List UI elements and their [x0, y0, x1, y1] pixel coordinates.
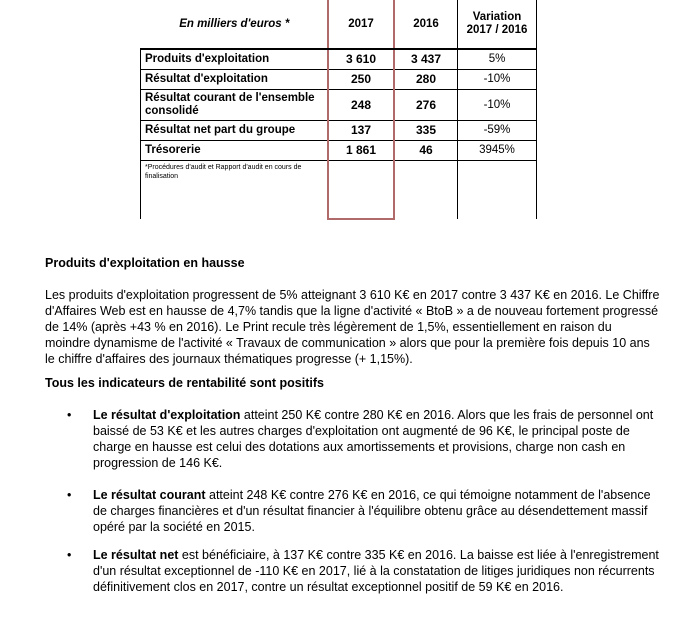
- section-heading-revenue: Produits d'exploitation en hausse: [45, 256, 245, 270]
- header-2016: 2016: [394, 0, 458, 49]
- header-unit: En milliers d'euros *: [141, 0, 329, 49]
- bullet-icon: •: [67, 408, 72, 422]
- table-footnote: *Procédures d'audit et Rapport d'audit en cours de finalisation: [141, 161, 329, 220]
- financial-table: [140, 0, 537, 220]
- header-2017: 2017: [328, 0, 394, 49]
- bullet-bold-label: Le résultat net: [93, 548, 179, 562]
- revenue-paragraph: Les produits d'exploitation progressent de 5% atteignant 3 610 K€ en 2017 contre 3 437 K€ en 2016. Le Chiffre d'Affaires Web est en hausse de 4,7% tandis que la ligne d'activité « BtoB » a de nouveau fortement progressé de 14% (après +43 % en 2016). Le Print recule très légèrement de 1,5%, essentiellement en raison du moindre dynamisme de l'activité « Travaux de communication » alors que pour la première fois depuis 10 ans le chiffre d'affaires des journaux thématiques progresse (+ 1,15%).: [45, 288, 660, 366]
- row-value-2017: 1 861: [328, 141, 394, 161]
- row-variation: 5%: [458, 49, 537, 70]
- table-row: [141, 90, 537, 121]
- header-variation: Variation 2017 / 2016: [458, 0, 537, 49]
- bullet-text: est bénéficiaire, à 137 K€ contre 335 K€ en 2016. La baisse est liée à l'enregistrement d'un résultat exceptionnel de -110 K€ en 2017, lié à la constatation de litiges juridiques non récurrents définitivement clos en 2017, contre un résultat exceptionnel positif de 59 K€ en 2016.: [93, 548, 659, 594]
- row-value-2016: 276: [394, 90, 458, 121]
- list-item: [45, 407, 660, 471]
- bullet-text: atteint 248 K€ contre 276 K€ en 2016, ce qui témoigne notamment de l'absence de charges financières et d'un résultat financier à l'équilibre obtenu grâce au désendettement massif opéré par la société en 2015.: [93, 488, 651, 534]
- row-label: Produits d'exploitation: [141, 49, 329, 70]
- bullet-text: atteint 250 K€ contre 280 K€ en 2016. Alors que les frais de personnel ont baissé de 53 K€ et les autres charges d'exploitation ont augmenté de 96 K€, le principal poste de charge en hausse est celui des dotations aux amortissements et provisions, charge non cash en progression de 146 K€.: [93, 408, 654, 470]
- row-label: Résultat net part du groupe: [141, 121, 329, 141]
- row-variation: -10%: [458, 70, 537, 90]
- table-row: [141, 121, 537, 141]
- row-value-2016: 280: [394, 70, 458, 90]
- section-heading-profitability: Tous les indicateurs de rentabilité sont positifs: [45, 376, 324, 390]
- table-footnote-row: [141, 161, 537, 220]
- table-row: [141, 49, 537, 70]
- row-variation: -59%: [458, 121, 537, 141]
- bullet-list: [45, 547, 660, 595]
- row-value-2017: 137: [328, 121, 394, 141]
- bullet-list: [45, 407, 660, 471]
- row-label: Résultat courant de l'ensemble consolidé: [141, 90, 329, 121]
- table-row: [141, 141, 537, 161]
- row-value-2017: 250: [328, 70, 394, 90]
- bullet-bold-label: Le résultat courant: [93, 488, 206, 502]
- row-label: Trésorerie: [141, 141, 329, 161]
- bullet-list: [45, 487, 660, 535]
- empty-cell: [458, 161, 537, 220]
- row-value-2017: 248: [328, 90, 394, 121]
- row-variation: -10%: [458, 90, 537, 121]
- row-value-2016: 335: [394, 121, 458, 141]
- row-value-2016: 46: [394, 141, 458, 161]
- row-value-2017: 3 610: [328, 49, 394, 70]
- row-label: Résultat d'exploitation: [141, 70, 329, 90]
- bullet-icon: •: [67, 488, 72, 502]
- bullet-bold-label: Le résultat d'exploitation: [93, 408, 241, 422]
- list-item: [45, 487, 660, 535]
- row-value-2016: 3 437: [394, 49, 458, 70]
- empty-cell: [394, 161, 458, 220]
- empty-cell: [328, 161, 394, 220]
- table-header-row: [141, 0, 537, 49]
- table-row: [141, 70, 537, 90]
- row-variation: 3945%: [458, 141, 537, 161]
- bullet-icon: •: [67, 548, 72, 562]
- list-item: [45, 547, 660, 595]
